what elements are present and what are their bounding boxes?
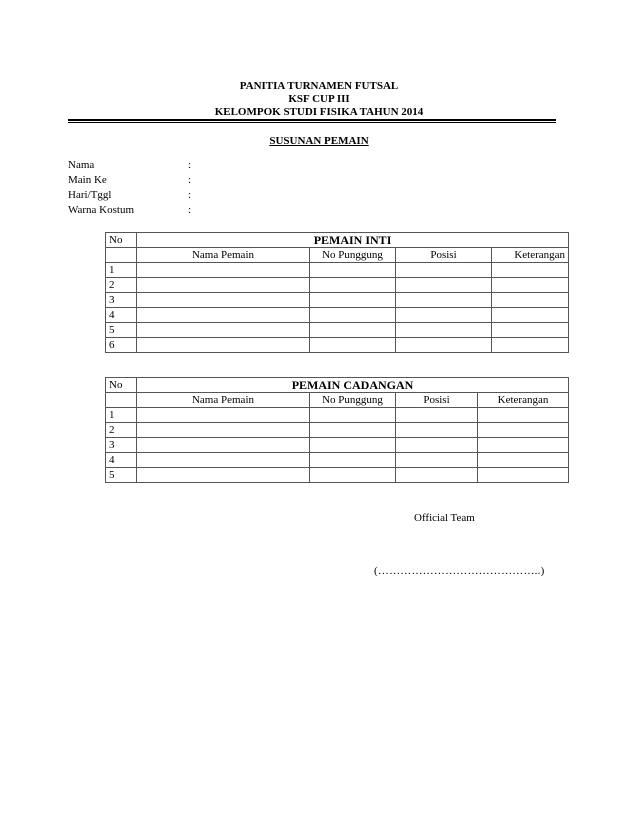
header-line-2: KSF CUP III <box>288 93 350 105</box>
info-label: Nama <box>68 159 95 171</box>
cell-keterangan[interactable] <box>492 338 569 353</box>
cell-nama[interactable] <box>137 453 310 468</box>
info-row-warna-kostum <box>68 203 268 218</box>
cell-no-punggung[interactable] <box>310 338 396 353</box>
cell-no-punggung[interactable] <box>310 438 396 453</box>
row-number: 5 <box>106 323 137 338</box>
header-no-punggung: No Punggung <box>310 248 396 263</box>
no-header: No <box>106 378 137 393</box>
cell-keterangan[interactable] <box>478 468 569 483</box>
table-row <box>106 293 569 308</box>
table-row <box>106 323 569 338</box>
cell-no-punggung[interactable] <box>310 408 396 423</box>
header-cell-empty <box>106 248 137 263</box>
table-title: PEMAIN CADANGAN <box>137 378 569 393</box>
table-pemain-inti <box>105 232 569 353</box>
table-header-row <box>106 393 569 408</box>
cell-no-punggung[interactable] <box>310 323 396 338</box>
table-row <box>106 438 569 453</box>
cell-posisi[interactable] <box>396 323 492 338</box>
cell-keterangan[interactable] <box>478 438 569 453</box>
header-line-1: PANITIA TURNAMEN FUTSAL <box>239 80 399 92</box>
row-number: 4 <box>106 453 137 468</box>
table-row <box>106 408 569 423</box>
header-keterangan: Keterangan <box>478 393 569 408</box>
header-cell-empty <box>106 393 137 408</box>
row-number: 3 <box>106 438 137 453</box>
header-posisi: Posisi <box>396 248 492 263</box>
official-team-label: Official Team <box>414 512 475 524</box>
cell-nama[interactable] <box>137 408 310 423</box>
cell-no-punggung[interactable] <box>310 308 396 323</box>
cell-keterangan[interactable] <box>492 263 569 278</box>
table-pemain-cadangan <box>105 377 569 483</box>
row-number: 1 <box>106 263 137 278</box>
table-row <box>106 453 569 468</box>
cell-no-punggung[interactable] <box>310 423 396 438</box>
header-nama-pemain: Nama Pemain <box>137 393 310 408</box>
cell-posisi[interactable] <box>396 293 492 308</box>
cell-posisi[interactable] <box>396 338 492 353</box>
cell-no-punggung[interactable] <box>310 453 396 468</box>
cell-nama[interactable] <box>137 263 310 278</box>
cell-nama[interactable] <box>137 338 310 353</box>
table-row <box>106 423 569 438</box>
header-keterangan: Keterangan <box>492 248 569 263</box>
info-colon: : <box>188 159 192 171</box>
table-row <box>106 278 569 293</box>
cell-keterangan[interactable] <box>492 293 569 308</box>
cell-nama[interactable] <box>137 278 310 293</box>
subtitle-text: SUSUNAN PEMAIN <box>269 135 369 147</box>
cell-nama[interactable] <box>137 423 310 438</box>
cell-nama[interactable] <box>137 308 310 323</box>
info-colon: : <box>188 174 192 186</box>
table-title-row <box>106 378 569 393</box>
info-colon: : <box>188 204 192 216</box>
table-title: PEMAIN INTI <box>137 233 569 248</box>
info-label: Warna Kostum <box>68 204 135 216</box>
cell-posisi[interactable] <box>396 308 492 323</box>
cell-no-punggung[interactable] <box>310 468 396 483</box>
info-row-nama <box>68 158 268 173</box>
header-no-punggung: No Punggung <box>310 393 396 408</box>
cell-posisi[interactable] <box>396 468 478 483</box>
cell-posisi[interactable] <box>396 453 478 468</box>
table-header-row <box>106 248 569 263</box>
signature-line: (……………………………………..) <box>374 565 545 577</box>
row-number: 4 <box>106 308 137 323</box>
cell-keterangan[interactable] <box>492 323 569 338</box>
header-posisi: Posisi <box>396 393 478 408</box>
row-number: 5 <box>106 468 137 483</box>
cell-posisi[interactable] <box>396 408 478 423</box>
info-colon: : <box>188 189 192 201</box>
row-number: 2 <box>106 278 137 293</box>
cell-nama[interactable] <box>137 468 310 483</box>
table-row <box>106 338 569 353</box>
header-line-3: KELOMPOK STUDI FISIKA TAHUN 2014 <box>214 106 424 118</box>
no-header: No <box>106 233 137 248</box>
cell-keterangan[interactable] <box>478 423 569 438</box>
team-info <box>68 158 268 218</box>
info-label: Main Ke <box>68 174 107 186</box>
cell-posisi[interactable] <box>396 423 478 438</box>
table-row <box>106 468 569 483</box>
cell-posisi[interactable] <box>396 263 492 278</box>
cell-posisi[interactable] <box>396 438 478 453</box>
cell-keterangan[interactable] <box>478 453 569 468</box>
header-rule-thin <box>68 122 556 123</box>
cell-keterangan[interactable] <box>492 308 569 323</box>
cell-nama[interactable] <box>137 293 310 308</box>
cell-no-punggung[interactable] <box>310 293 396 308</box>
cell-nama[interactable] <box>137 323 310 338</box>
table-title-row <box>106 233 569 248</box>
info-row-hari-tanggal <box>68 188 268 203</box>
cell-keterangan[interactable] <box>492 278 569 293</box>
table-row <box>106 308 569 323</box>
cell-no-punggung[interactable] <box>310 263 396 278</box>
cell-no-punggung[interactable] <box>310 278 396 293</box>
header-nama-pemain: Nama Pemain <box>137 248 310 263</box>
cell-posisi[interactable] <box>396 278 492 293</box>
cell-nama[interactable] <box>137 438 310 453</box>
table-row <box>106 263 569 278</box>
info-label: Hari/Tggl <box>68 189 112 201</box>
info-row-main-ke <box>68 173 268 188</box>
row-number: 6 <box>106 338 137 353</box>
document-subtitle <box>0 135 638 147</box>
document-header <box>0 80 638 119</box>
row-number: 1 <box>106 408 137 423</box>
row-number: 2 <box>106 423 137 438</box>
row-number: 3 <box>106 293 137 308</box>
cell-keterangan[interactable] <box>478 408 569 423</box>
header-rule-thick <box>68 119 556 121</box>
